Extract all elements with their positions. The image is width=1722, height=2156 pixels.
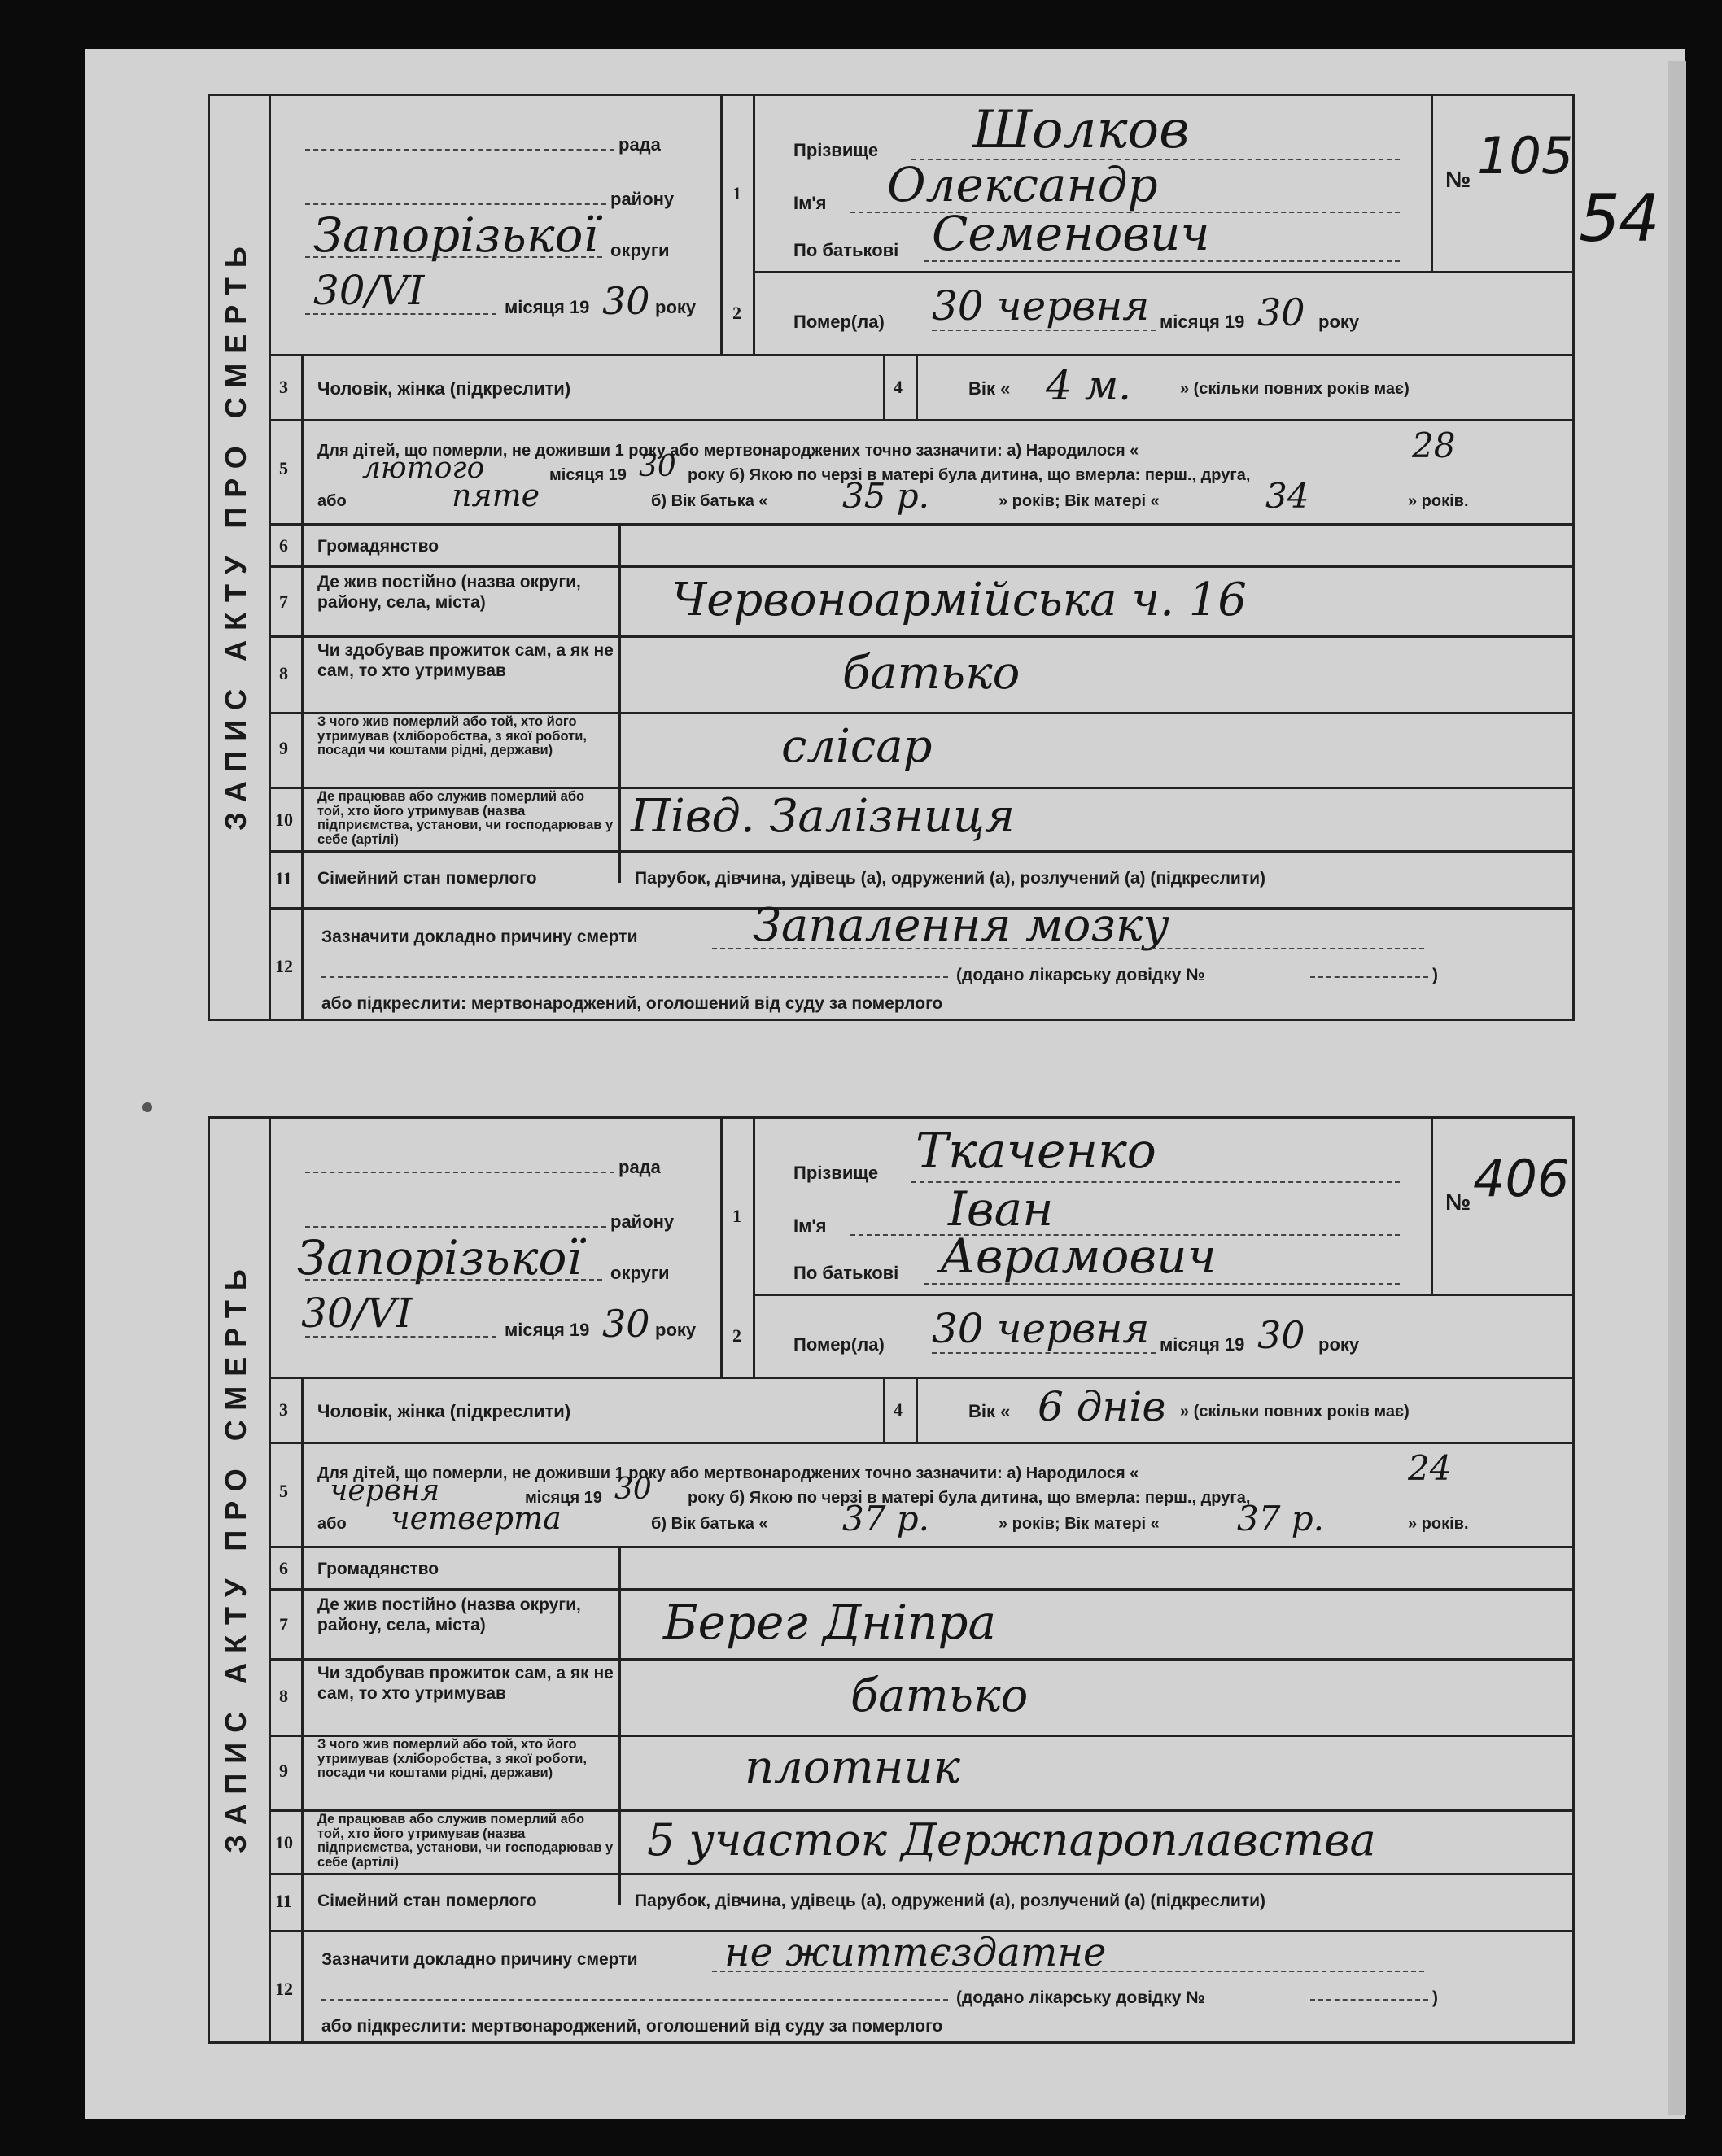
patronymic-value: Семенович xyxy=(932,206,1210,261)
born-month: червня xyxy=(330,1474,440,1508)
marital-options: Парубок, дівчина, удівець (а), одружений (а), розлучений (а) (підкреслити) xyxy=(635,1892,1266,1910)
occupation-value: плотник xyxy=(745,1741,960,1794)
certificate-label: (додано лікарську довідку № xyxy=(956,1988,1205,2007)
certificate-close: ) xyxy=(1432,1988,1438,2007)
punch-hole xyxy=(142,1102,152,1112)
row-number: 3 xyxy=(279,1399,288,1420)
children-line-1: Для дітей, що померли, не доживши 1 року або мертвонароджених точно зазначити: а) Народилося « xyxy=(317,1464,1139,1482)
row-number: 5 xyxy=(279,1481,288,1501)
record-year: 30 xyxy=(602,1302,650,1346)
age-suffix: » (скільки повних років має) xyxy=(1180,1403,1410,1421)
workplace-value: 5 участок Держпароплавства xyxy=(647,1814,1376,1866)
child-order: четверта xyxy=(391,1500,562,1536)
raion-label: району xyxy=(610,1211,675,1232)
marital-label: Сімейний стан померлого xyxy=(317,869,537,888)
children-line-3b: б) Вік батька « xyxy=(651,492,768,510)
row-number: 11 xyxy=(275,1891,292,1911)
okruha-value: Запорізької xyxy=(297,1230,582,1285)
residence-label: Де жив постійно (назва округи, району, села, міста) xyxy=(317,573,581,612)
row-number: 7 xyxy=(279,1614,288,1634)
cause-value: Запалення мозку xyxy=(753,899,1169,952)
born-day: 24 xyxy=(1408,1448,1452,1488)
surname-label: Прізвище xyxy=(793,1163,879,1183)
patronymic-label: По батькові xyxy=(793,240,899,260)
born-month: лютого xyxy=(362,452,485,485)
row-number: 1 xyxy=(732,1206,741,1226)
born-year: 30 xyxy=(614,1473,652,1506)
mother-age: 37 р. xyxy=(1237,1499,1325,1538)
row-number: 7 xyxy=(279,591,288,612)
children-line-3b: б) Вік батька « xyxy=(651,1515,768,1533)
certificate-close: ) xyxy=(1432,966,1438,984)
roku-label-2: року xyxy=(1318,1334,1360,1355)
children-line-2b: року б) Якою по черзі в матері була дитина, що вмерла: перш., друга, xyxy=(688,466,1251,484)
row-number: 5 xyxy=(279,458,288,478)
okruhy-label: округи xyxy=(610,1263,670,1283)
marital-label: Сімейний стан померлого xyxy=(317,1892,537,1910)
residence-label: Де жив постійно (назва округи, району, села, міста) xyxy=(317,1595,581,1634)
record-year: 30 xyxy=(602,279,650,323)
children-line-3c: » років; Вік матері « xyxy=(999,1515,1160,1533)
father-age: 37 р. xyxy=(842,1499,930,1538)
row-number: 8 xyxy=(279,1686,288,1706)
stillborn-note: або підкреслити: мертвонароджений, оголошений від суду за померлого xyxy=(321,2017,943,2036)
sex-label: Чоловік, жінка (підкреслити) xyxy=(317,1401,571,1421)
born-day: 28 xyxy=(1412,426,1456,465)
row-number: 4 xyxy=(894,1399,903,1420)
age-label: Вік « xyxy=(968,378,1011,399)
age-value: 4 м. xyxy=(1046,362,1132,409)
death-year: 30 xyxy=(1257,1313,1305,1357)
number-sign: № xyxy=(1445,1189,1471,1215)
occupation-value: слісар xyxy=(781,720,933,773)
row-number: 11 xyxy=(275,868,292,888)
row-number: 10 xyxy=(275,1832,293,1853)
row-number: 9 xyxy=(279,1761,288,1781)
name-value: Олександр xyxy=(887,157,1158,212)
row-number: 4 xyxy=(894,377,903,397)
row-number: 12 xyxy=(275,956,293,976)
occupation-label: З чого жив померлий або той, хто його утримував (хліборобства, з якої роботи, посади чи коштами рідні, держави) xyxy=(317,1737,587,1780)
children-line-3d: » років. xyxy=(1408,1515,1469,1533)
citizenship-label: Громадянство xyxy=(317,1560,439,1578)
row-number: 9 xyxy=(279,738,288,758)
certificate-label: (додано лікарську довідку № xyxy=(956,966,1205,984)
residence-value: Червоноармійська ч. 16 xyxy=(671,574,1247,626)
supporter-label: Чи здобував прожиток сам, а як не сам, то хто утримував xyxy=(317,641,614,680)
children-line-2a: місяця 19 xyxy=(525,1489,602,1507)
row-number: 12 xyxy=(275,1979,293,1999)
row-number: 6 xyxy=(279,535,288,556)
misiatsia-label-2: місяця 19 xyxy=(1160,312,1245,332)
age-label: Вік « xyxy=(968,1401,1011,1421)
record-day: 30/VI xyxy=(313,267,425,314)
name-value: Іван xyxy=(948,1181,1054,1237)
death-date: 30 червня xyxy=(932,282,1150,330)
misiatsia-label: місяця 19 xyxy=(505,297,590,317)
okruhy-label: округи xyxy=(610,240,670,260)
children-line-3d: » років. xyxy=(1408,492,1469,510)
name-label: Ім'я xyxy=(793,1215,827,1236)
surname-label: Прізвище xyxy=(793,140,879,160)
patronymic-value: Аврамович xyxy=(940,1229,1217,1284)
mother-age: 34 xyxy=(1265,476,1309,516)
registration-number: 406 xyxy=(1473,1149,1570,1208)
supporter-value: батько xyxy=(850,1669,1029,1722)
misiatsia-label-2: місяця 19 xyxy=(1160,1334,1245,1355)
row-number: 1 xyxy=(732,183,741,203)
rada-label: рада xyxy=(618,134,661,155)
name-label: Ім'я xyxy=(793,193,827,213)
cause-value: не життєздатне xyxy=(724,1930,1107,1975)
page-edge xyxy=(1668,61,1686,2115)
misiatsia-label: місяця 19 xyxy=(505,1320,590,1340)
age-value: 6 днів xyxy=(1038,1383,1166,1430)
supporter-label: Чи здобував прожиток сам, а як не сам, то хто утримував xyxy=(317,1664,614,1703)
raion-label: району xyxy=(610,189,675,209)
pomer-label: Помер(ла) xyxy=(793,312,885,332)
cause-label: Зазначити докладно причину смерти xyxy=(321,1950,638,1969)
born-year: 30 xyxy=(639,450,676,483)
cause-label: Зазначити докладно причину смерти xyxy=(321,927,638,946)
surname-value: Шолков xyxy=(972,100,1190,160)
registration-number: 105 xyxy=(1477,126,1574,185)
row-number: 2 xyxy=(732,1325,741,1346)
workplace-label: Де працював або служив померлий або той, хто його утримував (назва підприємства, установи, чи господарював у себе (артілі) xyxy=(317,1812,614,1870)
row-number: 2 xyxy=(732,303,741,323)
workplace-label: Де працював або служив померлий або той, хто його утримував (назва підприємства, установи, чи господарював у себе (артілі) xyxy=(317,789,614,847)
death-record-form-1 xyxy=(208,94,1575,1021)
side-title: ЗАПИС АКТУ ПРО СМЕРТЬ xyxy=(219,1259,252,1853)
children-line-1: Для дітей, що померли, не доживши 1 року або мертвонароджених точно зазначити: а) Народилося « xyxy=(317,442,1139,460)
death-year: 30 xyxy=(1257,290,1305,334)
row-number: 6 xyxy=(279,1558,288,1578)
page-number: 54 xyxy=(1579,181,1659,256)
occupation-label: З чого жив померлий або той, хто його утримував (хліборобства, з якої роботи, посади чи коштами рідні, держави) xyxy=(317,714,587,757)
number-sign: № xyxy=(1445,167,1471,192)
side-title: ЗАПИС АКТУ ПРО СМЕРТЬ xyxy=(219,237,252,831)
death-record-form-2 xyxy=(208,1116,1575,2044)
sex-label: Чоловік, жінка (підкреслити) xyxy=(317,378,571,399)
rada-label: рада xyxy=(618,1157,661,1177)
children-line-2b: року б) Якою по черзі в матері була дитина, що вмерла: перш., друга, xyxy=(688,1489,1251,1507)
supporter-value: батько xyxy=(842,647,1021,700)
pomer-label: Помер(ла) xyxy=(793,1334,885,1355)
row-number: 3 xyxy=(279,377,288,397)
stillborn-note: або підкреслити: мертвонароджений, оголошений від суду за померлого xyxy=(321,994,943,1013)
record-day: 30/VI xyxy=(301,1290,413,1337)
patronymic-label: По батькові xyxy=(793,1263,899,1283)
surname-value: Ткаченко xyxy=(916,1123,1156,1180)
children-line-2a: місяця 19 xyxy=(549,466,627,484)
marital-options: Парубок, дівчина, удівець (а), одружений (а), розлучений (а) (підкреслити) xyxy=(635,869,1266,888)
child-order: пяте xyxy=(452,478,540,513)
citizenship-label: Громадянство xyxy=(317,537,439,556)
roku-label-2: року xyxy=(1318,312,1360,332)
residence-value: Берег Дніпра xyxy=(663,1595,997,1650)
children-line-3c: » років; Вік матері « xyxy=(999,492,1160,510)
okruha-value: Запорізької xyxy=(313,207,598,263)
age-suffix: » (скільки повних років має) xyxy=(1180,380,1410,398)
father-age: 35 р. xyxy=(842,476,930,516)
roku-label: року xyxy=(655,1320,697,1340)
row-number: 10 xyxy=(275,810,293,830)
children-line-3a: або xyxy=(317,1515,347,1533)
death-date: 30 червня xyxy=(932,1305,1150,1352)
children-line-3a: або xyxy=(317,492,347,510)
row-number: 8 xyxy=(279,663,288,683)
roku-label: року xyxy=(655,297,697,317)
workplace-value: Півд. Залізниця xyxy=(631,790,1015,843)
